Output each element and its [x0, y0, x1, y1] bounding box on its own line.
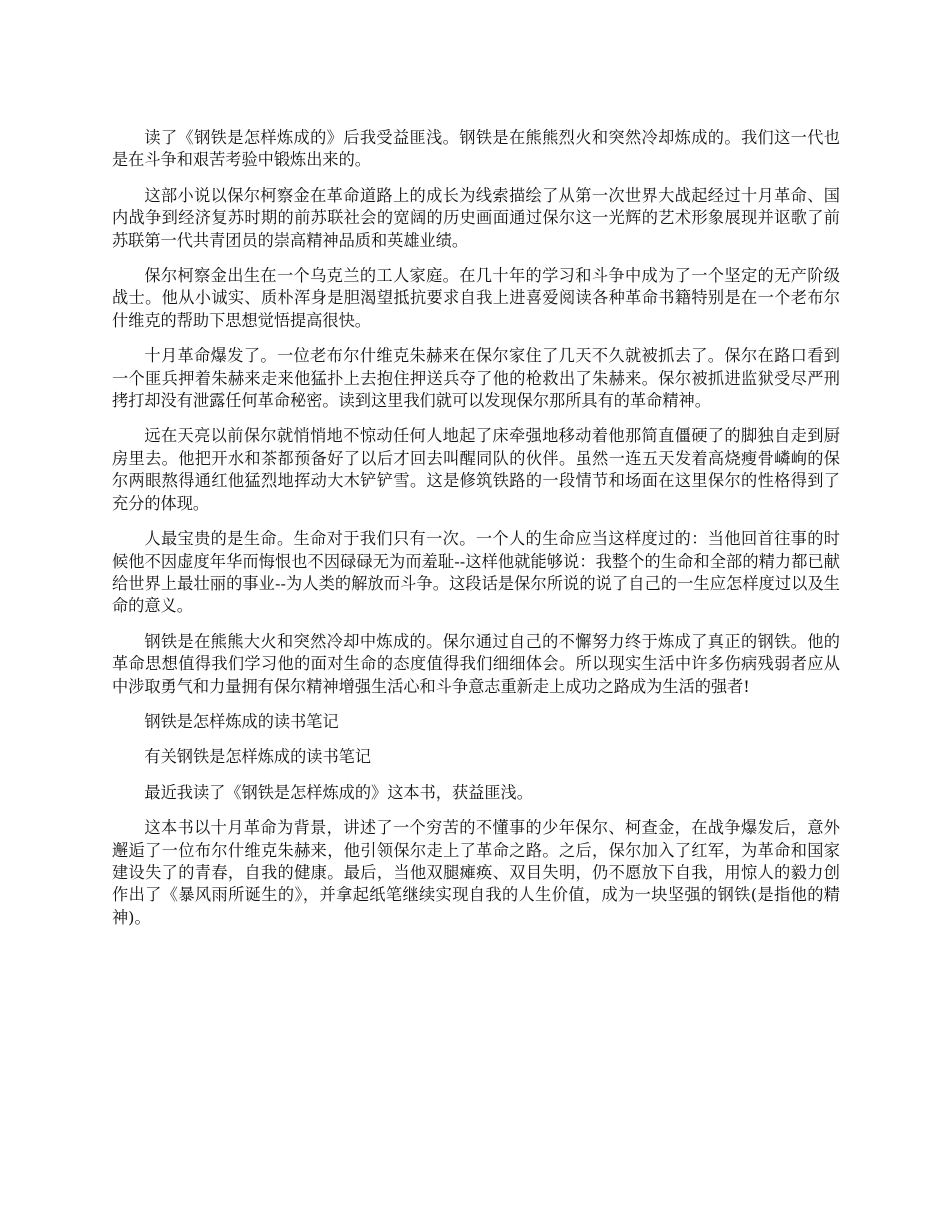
- paragraph: 远在天亮以前保尔就悄悄地不惊动任何人地起了床牵强地移动着他那简直僵硬了的脚独自走到厨房里去。他把开水和茶都预备好了以后才回去叫醒同队的伙伴。虽然一连五天发着高烧瘦骨嶙峋的保尔两眼熬得通红他猛烈地挥动大木铲铲雪。这是修筑铁路的一段情节和场面在这里保尔的性格得到了充分的体现。: [112, 426, 840, 513]
- paragraph: 钢铁是在熊熊大火和突然冷却中炼成的。保尔通过自己的不懈努力终于炼成了真正的钢铁。他的革命思想值得我们学习他的面对生命的态度值得我们细细体会。所以现实生活中许多伤病残弱者应从中涉取勇气和力量拥有保尔精神增强生活心和斗争意志重新走上成功之路成为生活的强者!: [112, 631, 840, 696]
- paragraph: 十月革命爆发了。一位老布尔什维克朱赫来在保尔家住了几天不久就被抓去了。保尔在路口看到一个匪兵押着朱赫来走来他猛扑上去抱住押送兵夺了他的枪救出了朱赫来。保尔被抓进监狱受尽严刑拷打却没有泄露任何革命秘密。读到这里我们就可以发现保尔那所具有的革命精神。: [112, 346, 840, 411]
- document-body: [112, 127, 840, 942]
- paragraph: 人最宝贵的是生命。生命对于我们只有一次。一个人的生命应当这样度过的：当他回首往事的时候他不因虚度年华而悔恨也不因碌碌无为而羞耻--这样他就能够说：我整个的生命和全部的精力都已献给世界上最壮丽的事业--为人类的解放而斗争。这段话是保尔所说的说了自己的一生应怎样度过以及生命的意义。: [112, 529, 840, 616]
- section-subtitle: 有关钢铁是怎样炼成的读书笔记: [144, 747, 372, 767]
- paragraph: 这部小说以保尔柯察金在革命道路上的成长为线索描绘了从第一次世界大战起经过十月革命、国内战争到经济复苏时期的前苏联社会的宽阔的历史画面通过保尔这一光辉的艺术形象展现并讴歌了前苏联第一代共青团员的崇高精神品质和英雄业绩。: [112, 185, 840, 250]
- paragraph: 保尔柯察金出生在一个乌克兰的工人家庭。在几十年的学习和斗争中成为了一个坚定的无产阶级战士。他从小诚实、质朴浑身是胆渴望抵抗要求自我上进喜爱阅读各种革命书籍特别是在一个老布尔什维克的帮助下思想觉悟提高很快。: [112, 266, 840, 330]
- paragraph: 最近我读了《钢铁是怎样炼成的》这本书，获益匪浅。: [144, 782, 533, 802]
- paragraph: 这本书以十月革命为背景，讲述了一个穷苦的不懂事的少年保尔、柯查金，在战争爆发后，意外邂逅了一位布尔什维克朱赫来，他引领保尔走上了革命之路。之后，保尔加入了红军，为革命和国家建设失了的青春，自我的健康。最后，当他双腿瘫痪、双目失明，仍不愿放下自我，用惊人的毅力创作出了《暴风雨所诞生的》，并拿起纸笔继续实现自我的人生价值，成为一块坚强的钢铁(是指他的精神)。: [112, 818, 840, 927]
- paragraph: 读了《钢铁是怎样炼成的》后我受益匪浅。钢铁是在熊熊烈火和突然冷却炼成的。我们这一代也是在斗争和艰苦考验中锻炼出来的。: [112, 128, 840, 170]
- section-title: 钢铁是怎样炼成的读书笔记: [144, 711, 339, 731]
